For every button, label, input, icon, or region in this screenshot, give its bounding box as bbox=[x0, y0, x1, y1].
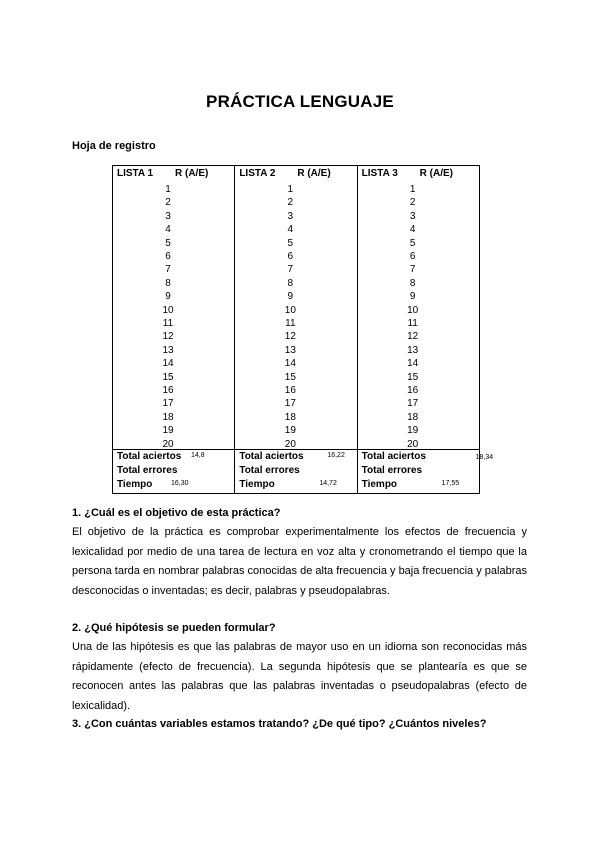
tiempo-row bbox=[113, 478, 234, 492]
total-aciertos-value: 16,22 bbox=[327, 452, 345, 459]
row-number: 9 bbox=[165, 291, 171, 303]
total-errores-label: Total errores bbox=[239, 465, 300, 476]
row-number: 6 bbox=[287, 251, 294, 262]
row-number: 2 bbox=[409, 197, 416, 209]
totals-block bbox=[235, 449, 356, 493]
row-number: 14 bbox=[407, 358, 419, 370]
total-aciertos-value: 14,8 bbox=[191, 452, 205, 459]
row-number: 15 bbox=[162, 371, 174, 383]
total-aciertos-label: Total aciertos bbox=[361, 451, 426, 462]
row-number: 20 bbox=[284, 438, 296, 450]
row-number: 15 bbox=[284, 371, 296, 383]
row-number: 12 bbox=[284, 331, 296, 343]
row-number: 9 bbox=[409, 291, 416, 303]
row-number: 6 bbox=[409, 251, 416, 262]
row-number: 19 bbox=[284, 425, 296, 437]
number-list bbox=[113, 182, 234, 450]
question-1-answer: El objetivo de la práctica es comprobar experimentalmente los efectos de frecuencia y lexicalidad por medio de una tarea de lectura en voz alta y cronometrando el tiempo que la persona tarda en nombrar palabras conocidas de alta frecuencia y baja frecuencia y palabras desconocidas o inventadas; es decir, palabras y pseudopalabras. bbox=[72, 526, 527, 597]
row-number: 6 bbox=[165, 251, 171, 262]
row-number: 17 bbox=[162, 398, 174, 410]
row-number: 18 bbox=[162, 411, 174, 423]
list-column-2 bbox=[234, 166, 356, 493]
total-errores-row bbox=[235, 464, 356, 478]
page-title: PRÁCTICA LENGUAJE bbox=[206, 92, 394, 111]
number-list bbox=[235, 182, 356, 450]
row-number: 13 bbox=[284, 344, 296, 356]
list-column-3 bbox=[357, 166, 494, 493]
row-number: 5 bbox=[409, 237, 416, 249]
row-number: 20 bbox=[162, 438, 174, 450]
row-number: 3 bbox=[165, 210, 171, 222]
row-number: 8 bbox=[287, 277, 294, 289]
row-number: 1 bbox=[409, 184, 416, 195]
row-number: 11 bbox=[285, 318, 296, 329]
row-number: 10 bbox=[407, 304, 419, 316]
total-aciertos-row bbox=[235, 450, 356, 464]
row-number: 3 bbox=[287, 210, 294, 222]
row-number: 12 bbox=[407, 331, 419, 343]
list-label: LISTA 3 bbox=[361, 168, 398, 179]
response-label: R (A/E) bbox=[175, 168, 209, 179]
number-list bbox=[358, 182, 479, 450]
row-number: 7 bbox=[287, 264, 294, 276]
list-label: LISTA 1 bbox=[117, 168, 154, 179]
totals-block bbox=[358, 449, 494, 493]
row-number: 8 bbox=[165, 277, 171, 289]
row-number: 15 bbox=[407, 371, 419, 383]
row-number: 18 bbox=[284, 411, 296, 423]
total-aciertos-label: Total aciertos bbox=[117, 451, 182, 462]
tiempo-value: 14,72 bbox=[319, 480, 337, 487]
total-aciertos-row bbox=[358, 450, 494, 464]
row-number: 14 bbox=[162, 358, 174, 370]
total-aciertos-value: 18,34 bbox=[475, 454, 494, 461]
row-number: 16 bbox=[162, 385, 174, 396]
response-label: R (A/E) bbox=[419, 168, 453, 179]
question-1-heading: 1. ¿Cuál es el objetivo de esta práctica? bbox=[72, 507, 281, 519]
row-number: 11 bbox=[407, 318, 418, 329]
row-number: 10 bbox=[162, 304, 174, 316]
row-number: 13 bbox=[407, 344, 419, 356]
list-column-1 bbox=[113, 166, 234, 493]
total-aciertos-label: Total aciertos bbox=[239, 451, 304, 462]
tiempo-value: 17,55 bbox=[441, 480, 460, 487]
tiempo-label: Tiempo bbox=[239, 479, 275, 490]
row-number: 11 bbox=[162, 318, 174, 329]
row-number: 20 bbox=[407, 438, 419, 450]
row-number: 10 bbox=[284, 304, 296, 316]
row-number: 1 bbox=[165, 184, 171, 195]
tiempo-row bbox=[358, 478, 479, 492]
row-number: 16 bbox=[407, 385, 419, 396]
row-number: 18 bbox=[407, 411, 419, 423]
column-header bbox=[113, 166, 234, 182]
row-number: 4 bbox=[287, 224, 294, 236]
row-number: 2 bbox=[165, 197, 171, 209]
totals-block bbox=[113, 449, 234, 493]
row-number: 14 bbox=[284, 358, 296, 370]
total-aciertos-row bbox=[113, 450, 234, 464]
row-number: 5 bbox=[165, 237, 171, 249]
total-errores-row bbox=[358, 464, 479, 478]
total-errores-row bbox=[113, 464, 234, 478]
registro-table bbox=[112, 165, 494, 494]
row-number: 9 bbox=[287, 291, 294, 303]
tiempo-row bbox=[235, 478, 356, 492]
row-number: 17 bbox=[407, 398, 419, 410]
row-number: 12 bbox=[162, 331, 174, 343]
total-errores-label: Total errores bbox=[117, 465, 178, 476]
tiempo-label: Tiempo bbox=[361, 479, 398, 490]
row-number: 8 bbox=[409, 277, 416, 289]
row-number: 19 bbox=[407, 425, 419, 437]
question-2-answer: Una de las hipótesis es que las palabras de mayor uso en un idioma son reconocidas más rápidamente (efecto de frecuencia). La segunda hipótesis que se plantearía es que se reconocen antes las palabras que las palabras inventadas o pseudopalabras (efecto de lexicalidad). bbox=[72, 641, 527, 712]
row-number: 19 bbox=[162, 425, 174, 437]
total-errores-label: Total errores bbox=[361, 465, 423, 476]
list-label: LISTA 2 bbox=[239, 168, 276, 179]
tiempo-value: 16,30 bbox=[171, 480, 189, 487]
column-header bbox=[358, 166, 479, 182]
row-number: 3 bbox=[409, 210, 416, 222]
row-number: 7 bbox=[409, 264, 416, 276]
row-number: 7 bbox=[165, 264, 171, 276]
section-subtitle: Hoja de registro bbox=[72, 140, 156, 152]
response-label: R (A/E) bbox=[297, 168, 331, 179]
question-2-heading: 2. ¿Qué hipótesis se pueden formular? bbox=[72, 622, 276, 634]
row-number: 4 bbox=[165, 224, 171, 236]
row-number: 2 bbox=[287, 197, 294, 209]
row-number: 17 bbox=[284, 398, 296, 410]
column-header bbox=[235, 166, 356, 182]
row-number: 13 bbox=[162, 344, 174, 356]
tiempo-label: Tiempo bbox=[117, 479, 153, 490]
row-number: 5 bbox=[287, 237, 294, 249]
row-number: 4 bbox=[409, 224, 416, 236]
row-number: 1 bbox=[287, 184, 294, 195]
row-number: 16 bbox=[284, 385, 296, 396]
question-3-heading: 3. ¿Con cuántas variables estamos tratando? ¿De qué tipo? ¿Cuántos niveles? bbox=[72, 718, 487, 730]
